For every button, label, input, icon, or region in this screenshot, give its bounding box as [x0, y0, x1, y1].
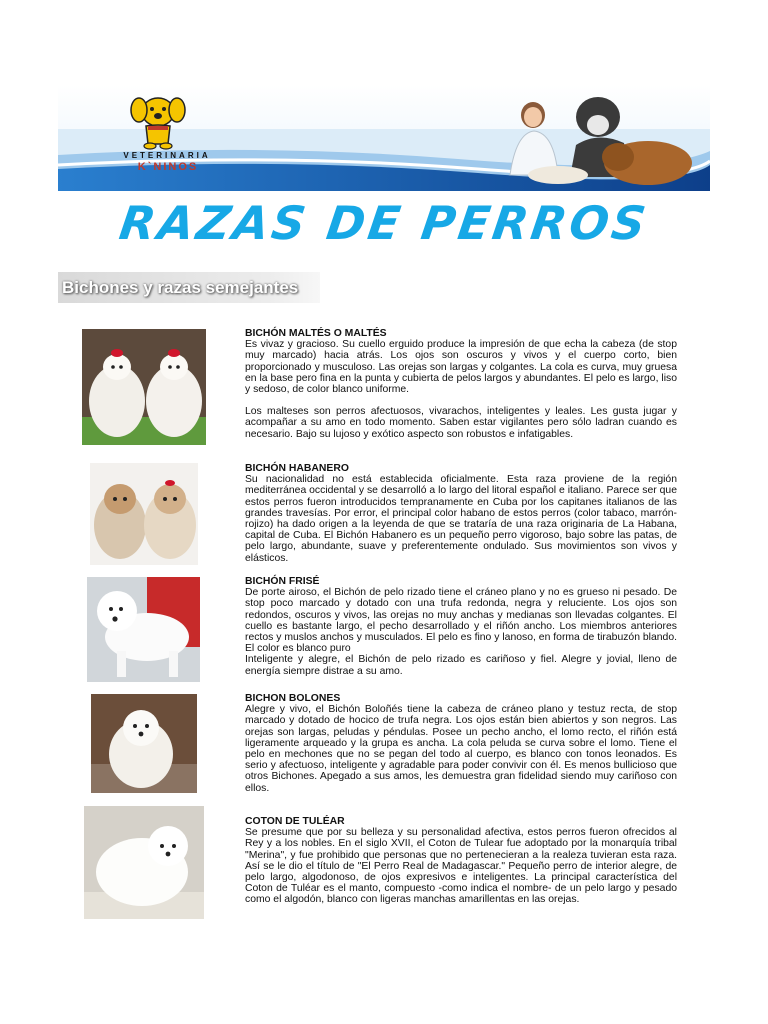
breed-name: BICHON BOLONES — [245, 693, 341, 704]
breed-name: COTON DE TULÉAR — [245, 816, 345, 827]
breed-description: De porte airoso, el Bichón de pelo rizado tiene el cráneo plano y no es grueso ni pesado. De stop poco marcado y dotado con una trufa redonda, negra y reluciente. Los ojos son redondos, oscuros y vivos, las orejas no muy anchas y medianas son llevadas colgantes. El cuello es bastante largo, el pecho desarrollado y el riñón ancho. Los miembros anteriores rectos y muslos anchos y musculados. El pelo es fino y lanoso, en forma de tirabuzón blando. El color es blanco puro — [245, 587, 677, 655]
breed-description: Los malteses son perros afectuosos, vivarachos, inteligentes y leales. Les gusta jugar y acompañar a su amo en todo momento. Saben estar vigilantes pero sólo ladran cuando es necesario. Bajo su lujoso y exótico aspecto son robustos e infatigables. — [245, 406, 677, 440]
breed-entry-maltes — [245, 328, 677, 440]
photo-frise — [87, 577, 200, 682]
brand-logo — [128, 94, 188, 150]
breed-name: BICHÓN FRISÉ — [245, 576, 320, 587]
breed-description: Es vivaz y gracioso. Su cuello erguido produce la impresión de que echa la cabeza (de stop muy marcado) hacia atrás. Los ojos son oscuros y vivos y el cuerpo corto, bien proporcionado y musculoso. Las orejas son largas y colgantes. La cola es curva, muy gruesa en la base pero fina en la punta y cubierta de pelos largos y abundantes. El pelo es largo, liso y sedoso, de color blanco uniforme. — [245, 339, 677, 396]
dog-logo-icon — [128, 94, 188, 150]
breed-description: Inteligente y alegre, el Bichón de pelo rizado es cariñoso y fiel. Alegre y jovial, lleno de energía siempre distrae a su amo. — [245, 654, 677, 677]
breed-name: BICHÓN HABANERO — [245, 463, 349, 474]
breed-entry-bolones — [245, 693, 677, 794]
breed-description: Su nacionalidad no está establecida oficialmente. Esta raza proviene de la región mediterránea occidental y se desarrolló a lo largo del litoral español e italiano. Parece ser que estos perros fueron introducidos tempranamente en Cuba por los capitanes italianos de las grandes travesías. Por error, el principal color habano de estos perros (color tabaco, marrón-rojizo) ha dado origen a la leyenda de que se trataría de una raza originaria de La Habana, capital de Cuba. El Bichón Habanero es un pequeño perro vigoroso, bajo sobre las patas, de pelo largo, abundante, suave y preferentemente ondulado. Sus movimientos son vivos y elásticos. — [245, 474, 677, 564]
section-heading: Bichones y razas semejantes — [62, 278, 299, 297]
breed-entry-habanero — [245, 463, 677, 564]
photo-habanero — [90, 463, 198, 565]
breed-description: Se presume que por su belleza y su personalidad afectiva, estos perros fueron ofrecidos al Rey y a los nobles. En el siglo XVII, el Coton de Tulear fue adoptado por la monarquía tribal "Merina", y fue prohibido que personas que no pertenecieran a la realeza tuvieran esta raza. Así se le dio el título de "El Perro Real de Madagascar." Pequeño perro de interior alegre, de pelo largo, algodonoso, de ojos expresivos e inteligentes. La principal característica del Coton de Tuléar es el manto, compuesto -como indica el nombre- de un pelo largo y pesado como el algodón, blanco con ligeras manchas amarillentas en las orejas. — [245, 827, 677, 906]
breed-name: BICHÓN MALTÉS O MALTÉS — [245, 328, 387, 339]
photo-bolones — [91, 694, 197, 793]
brand-line1: VETERINARIA — [123, 151, 211, 160]
breed-entry-coton — [245, 816, 677, 906]
photo-maltes — [82, 329, 206, 445]
brand-line2: K`NINOS — [137, 161, 199, 173]
breed-entry-frise — [245, 576, 677, 677]
page-title: RAZAS DE PERROS — [116, 196, 652, 250]
photo-coton — [84, 806, 204, 919]
breed-description: Alegre y vivo, el Bichón Boloñés tiene la cabeza de cráneo plano y testuz recta, de stop marcado y dotado de hocico de trufa negra. Los ojos están bien abiertos y son negros. Las orejas son largas, peludas y péndulas. Posee un pecho ancho, el lomo recto, el riñón está ligeramente arqueado y la grupa es ancha. La cola peluda se curva sobre el lomo. Tiene el pelo en mechones que no se pegan del todo al cuerpo, es blanco con tonos leonados. Es serio y afectuoso, inteligente y agradable para poder convivir con él. Es menos bullicioso que otros Bichones. Apegado a sus amos, les demuestra gran fidelidad siendo muy cariñoso con ellos. — [245, 704, 677, 794]
